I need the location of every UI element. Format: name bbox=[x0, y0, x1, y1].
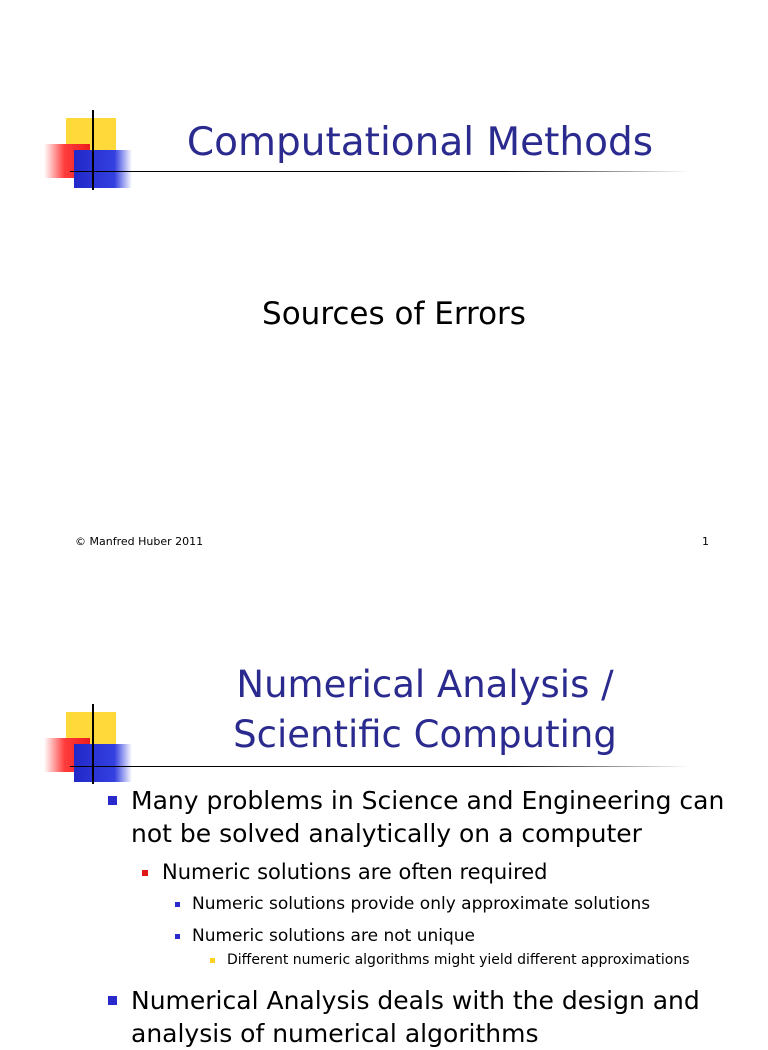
bullet-item bbox=[142, 858, 742, 886]
bullet-item bbox=[108, 984, 748, 1050]
bullet-text-line: Many problems in Science and Engineering can bbox=[131, 786, 725, 815]
slide-2 bbox=[0, 592, 768, 1048]
bullet-item bbox=[175, 892, 755, 916]
slide-subtitle: Sources of Errors bbox=[262, 296, 526, 332]
bullet-marker-icon bbox=[175, 934, 180, 939]
bullet-text-line: not be solved analytically on a computer bbox=[131, 819, 642, 848]
slide-title-line-2: Scientific Computing bbox=[233, 713, 617, 756]
bullet-item bbox=[108, 784, 748, 850]
bullet-text: Numeric solutions provide only approximate solutions bbox=[192, 894, 651, 914]
bullet-text-line: analysis of numerical algorithms bbox=[131, 1019, 539, 1048]
title-divider bbox=[70, 171, 690, 172]
copyright-footer: © Manfred Huber 2011 bbox=[75, 535, 204, 548]
slide-title-line-1: Numerical Analysis / bbox=[236, 663, 614, 706]
bullet-marker-icon bbox=[210, 958, 215, 963]
bullet-marker-icon bbox=[108, 796, 117, 805]
bullet-text: Numeric solutions are not unique bbox=[192, 926, 475, 946]
bullet-text: Different numeric algorithms might yield different approximations bbox=[227, 952, 690, 968]
slide-title bbox=[150, 660, 700, 760]
title-divider bbox=[70, 766, 690, 767]
bullet-text-line: Numerical Analysis deals with the design and bbox=[131, 986, 700, 1015]
slide-logo-icon bbox=[44, 110, 144, 190]
bullet-text: Numeric solutions are often required bbox=[162, 860, 548, 884]
page-number: 1 bbox=[702, 535, 709, 548]
bullet-marker-icon bbox=[108, 996, 117, 1005]
bullet-item bbox=[175, 924, 755, 948]
slide-logo-icon bbox=[44, 704, 144, 784]
bullet-marker-icon bbox=[175, 902, 180, 907]
bullet-marker-icon bbox=[142, 870, 148, 876]
slide-title: Computational Methods bbox=[186, 120, 654, 165]
bullet-item bbox=[210, 950, 760, 970]
